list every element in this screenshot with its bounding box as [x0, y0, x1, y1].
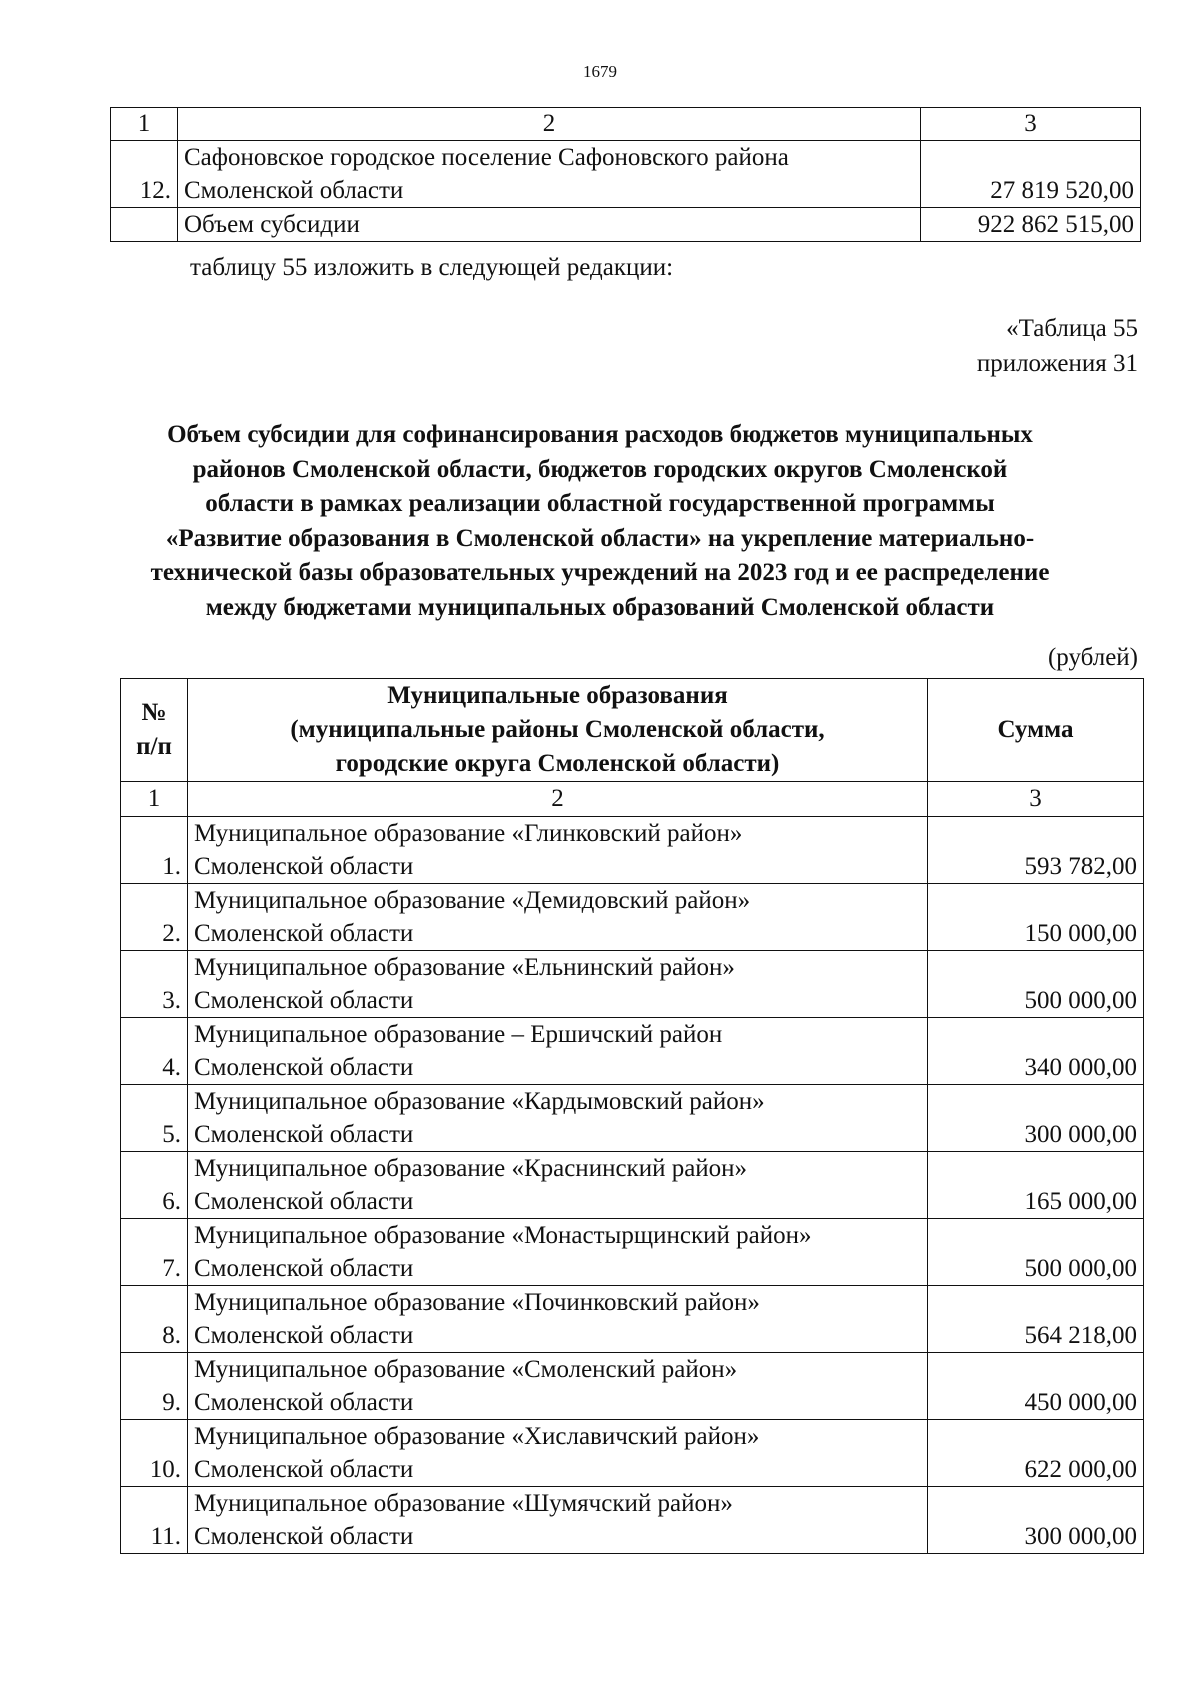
row-name-line2: Смоленской области	[194, 1456, 414, 1483]
table-caption: «Таблица 55	[1006, 315, 1138, 342]
row-name	[188, 1018, 928, 1085]
row-amount: 622 000,00	[928, 1420, 1144, 1487]
intro-text: таблицу 55 изложить в следующей редакции:	[190, 254, 674, 281]
row-name-line1: Муниципальное образование «Хиславичский район»	[194, 1423, 760, 1450]
header-municipality-line2: (муниципальные районы Смоленской области,	[290, 716, 825, 743]
row-amount: 500 000,00	[928, 1219, 1144, 1286]
row-amount: 27 819 520,00	[921, 141, 1141, 208]
index-cell: 3	[928, 782, 1144, 817]
index-cell: 1	[111, 108, 178, 141]
table-row	[121, 951, 1144, 1018]
row-name	[188, 817, 928, 884]
row-amount: 450 000,00	[928, 1353, 1144, 1420]
row-number: 12.	[111, 141, 178, 208]
previous-table-continuation	[110, 107, 1141, 242]
units-label: (рублей)	[1047, 644, 1138, 671]
page-number: 1679	[583, 62, 617, 81]
table-row	[121, 1018, 1144, 1085]
row-name-line2: Смоленской области	[194, 920, 414, 947]
row-amount: 340 000,00	[928, 1018, 1144, 1085]
row-number: 3.	[121, 951, 188, 1018]
row-name-line2: Смоленской области	[194, 1188, 414, 1215]
row-number: 10.	[121, 1420, 188, 1487]
row-name-line2: Смоленской области	[194, 853, 414, 880]
row-name	[188, 1219, 928, 1286]
document-title	[100, 418, 1100, 625]
row-name-line1: Сафоновское городское поселение Сафоновского района	[184, 144, 789, 171]
row-name-line2: Смоленской области	[194, 1389, 414, 1416]
table-row	[121, 817, 1144, 884]
table-row	[121, 1286, 1144, 1353]
table-header-row	[121, 679, 1144, 782]
index-cell: 2	[188, 782, 928, 817]
title-line: Объем субсидии для софинансирования расходов бюджетов муниципальных	[167, 421, 1033, 448]
row-name	[178, 141, 921, 208]
row-number: 5.	[121, 1085, 188, 1152]
table-row	[121, 1353, 1144, 1420]
table-index-row	[121, 782, 1144, 817]
row-name-line1: Муниципальное образование – Ершичский район	[194, 1021, 723, 1048]
table-row	[121, 1085, 1144, 1152]
total-amount: 922 862 515,00	[921, 208, 1141, 242]
row-name-line2: Смоленской области	[194, 1523, 414, 1550]
row-name-line1: Муниципальное образование «Смоленский район»	[194, 1356, 738, 1383]
header-municipality	[188, 679, 928, 782]
header-municipality-line1: Муниципальные образования	[387, 682, 728, 709]
row-number: 2.	[121, 884, 188, 951]
table-caption-appendix: приложения 31	[976, 350, 1138, 377]
row-number: 1.	[121, 817, 188, 884]
total-row	[111, 208, 1141, 242]
row-name	[188, 1085, 928, 1152]
total-label: Объем субсидии	[178, 208, 921, 242]
row-amount: 500 000,00	[928, 951, 1144, 1018]
table-row	[121, 1487, 1144, 1554]
table-row	[121, 1420, 1144, 1487]
row-amount: 165 000,00	[928, 1152, 1144, 1219]
row-name-line1: Муниципальное образование «Демидовский район»	[194, 887, 751, 914]
title-line: технической базы образовательных учреждений на 2023 год и ее распределение	[150, 559, 1050, 586]
row-number: 7.	[121, 1219, 188, 1286]
row-name-line1: Муниципальное образование «Монастырщинский район»	[194, 1222, 812, 1249]
row-name	[188, 1286, 928, 1353]
row-name-line1: Муниципальное образование «Краснинский район»	[194, 1155, 748, 1182]
row-amount: 300 000,00	[928, 1085, 1144, 1152]
row-name-line1: Муниципальное образование «Ельнинский район»	[194, 954, 735, 981]
header-number-line2: п/п	[136, 733, 172, 760]
row-name-line2: Смоленской области	[184, 177, 404, 204]
row-name-line2: Смоленской области	[194, 1054, 414, 1081]
table-row	[121, 1152, 1144, 1219]
row-number: 11.	[121, 1487, 188, 1554]
row-number: 9.	[121, 1353, 188, 1420]
subsidy-table	[120, 678, 1144, 1554]
table-body	[121, 817, 1144, 1554]
row-number: 6.	[121, 1152, 188, 1219]
row-name-line1: Муниципальное образование «Починковский район»	[194, 1289, 760, 1316]
table-index-row	[111, 108, 1141, 141]
index-cell: 2	[178, 108, 921, 141]
table-row	[121, 1219, 1144, 1286]
title-line: области в рамках реализации областной государственной программы	[205, 490, 995, 517]
row-name	[188, 884, 928, 951]
row-name	[188, 1353, 928, 1420]
header-amount: Сумма	[928, 679, 1144, 782]
row-name-line2: Смоленской области	[194, 1322, 414, 1349]
row-name-line2: Смоленской области	[194, 987, 414, 1014]
row-name-line1: Муниципальное образование «Шумячский район»	[194, 1490, 733, 1517]
header-number-line1: №	[141, 699, 167, 726]
row-name	[188, 1420, 928, 1487]
row-amount: 564 218,00	[928, 1286, 1144, 1353]
title-line: районов Смоленской области, бюджетов городских округов Смоленской	[192, 455, 1008, 483]
table-row	[111, 141, 1141, 208]
row-number: 8.	[121, 1286, 188, 1353]
row-name-line1: Муниципальное образование «Глинковский район»	[194, 820, 743, 847]
row-name-line2: Смоленской области	[194, 1255, 414, 1282]
row-name	[188, 1152, 928, 1219]
row-name	[188, 951, 928, 1018]
row-amount: 593 782,00	[928, 817, 1144, 884]
total-number	[111, 208, 178, 242]
row-amount: 150 000,00	[928, 884, 1144, 951]
header-municipality-line3: городские округа Смоленской области)	[335, 750, 780, 777]
row-amount: 300 000,00	[928, 1487, 1144, 1554]
row-name-line1: Муниципальное образование «Кардымовский район»	[194, 1088, 765, 1115]
index-cell: 3	[921, 108, 1141, 141]
row-name-line2: Смоленской области	[194, 1121, 414, 1148]
title-line: «Развитие образования в Смоленской области» на укрепление материально-	[165, 524, 1035, 552]
table-row	[121, 884, 1144, 951]
index-cell: 1	[121, 782, 188, 817]
row-name	[188, 1487, 928, 1554]
row-number: 4.	[121, 1018, 188, 1085]
header-number	[121, 679, 188, 782]
title-line: между бюджетами муниципальных образований Смоленской области	[205, 593, 995, 621]
